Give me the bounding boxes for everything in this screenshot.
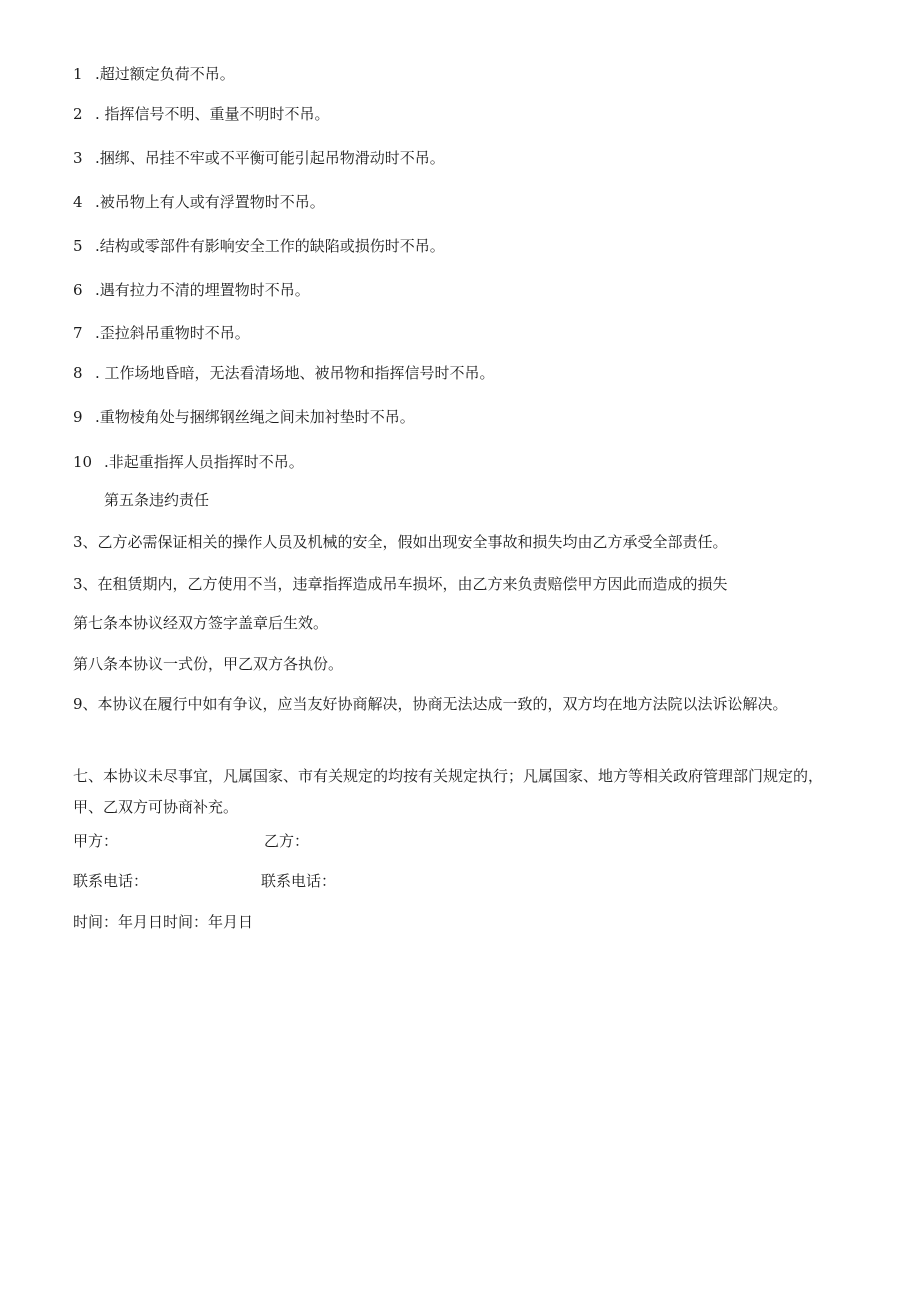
rule-text: .被吊物上有人或有浮置物时不吊。	[95, 193, 325, 211]
rule-text: .遇有拉力不清的埋置物时不吊。	[95, 281, 310, 299]
rule-text: .超过额定负荷不吊。	[95, 65, 235, 83]
article-seven: 第七条本协议经双方签字盖章后生效。	[73, 614, 329, 632]
party-a-label: 甲方：	[73, 832, 119, 850]
time-b-label: 时间：年月日	[163, 913, 254, 931]
party-b-label: 乙方：	[264, 832, 310, 850]
rule-item	[73, 236, 445, 256]
rule-number: 1	[73, 65, 83, 83]
paragraph-supplement: 七、本协议未尽事宜，凡属国家、市有关规定的均按有关规定执行；凡属国家、地方等相关政府管理部门规定的，甲、乙双方可协商补充。	[73, 767, 824, 816]
rule-text: .歪拉斜吊重物时不吊。	[95, 324, 250, 342]
rule-item	[73, 323, 250, 343]
rule-text: .非起重指挥人员指挥时不吊。	[104, 453, 304, 471]
rule-number: 3	[73, 149, 83, 167]
rule-number: 4	[73, 193, 83, 211]
phone-b-label: 联系电话：	[261, 872, 337, 890]
rule-number: 9	[73, 408, 83, 426]
rule-text: .捆绑、吊挂不牢或不平衡可能引起吊物滑动时不吊。	[95, 149, 445, 167]
paragraph-dispute: 9、本协议在履行中如有争议，应当友好协商解决，协商无法达成一致的，双方均在地方法院以法诉讼解决。	[73, 695, 788, 713]
rule-number: 7	[73, 324, 83, 342]
signature-time-row	[73, 912, 253, 932]
rule-text: . 指挥信号不明、重量不明时不吊。	[95, 105, 330, 123]
phone-a-label: 联系电话：	[73, 872, 149, 890]
article-eight: 第八条本协议一式份，甲乙双方各执份。	[73, 655, 344, 673]
rule-item	[73, 452, 304, 472]
rule-number: 2	[73, 105, 83, 123]
rule-item	[73, 64, 235, 84]
rule-item	[73, 363, 495, 383]
rule-text: .结构或零部件有影响安全工作的缺陷或损伤时不吊。	[95, 237, 445, 255]
rule-number: 5	[73, 237, 83, 255]
section-heading: 第五条违约责任	[104, 491, 210, 509]
signature-party-row	[73, 831, 309, 851]
rule-item	[73, 280, 310, 300]
rule-item	[73, 407, 415, 427]
rule-item	[73, 192, 325, 212]
signature-phone-row	[73, 871, 336, 891]
rule-item	[73, 104, 330, 124]
rule-item	[73, 148, 445, 168]
paragraph-damage: 3、在租赁期内，乙方使用不当，违章指挥造成吊车损坏，由乙方来负责赔偿甲方因此而造成的损失	[73, 575, 728, 593]
rule-text: .重物棱角处与捆绑钢丝绳之间未加衬垫时不吊。	[95, 408, 415, 426]
rule-text: . 工作场地昏暗，无法看清场地、被吊物和指挥信号时不吊。	[95, 364, 495, 382]
time-a-label: 时间：年月日	[73, 913, 164, 931]
rule-number: 10	[73, 453, 93, 471]
rule-number: 6	[73, 281, 83, 299]
rule-number: 8	[73, 364, 83, 382]
paragraph-safety: 3、乙方必需保证相关的操作人员及机械的安全，假如出现安全事故和损失均由乙方承受全部责任。	[73, 533, 728, 551]
